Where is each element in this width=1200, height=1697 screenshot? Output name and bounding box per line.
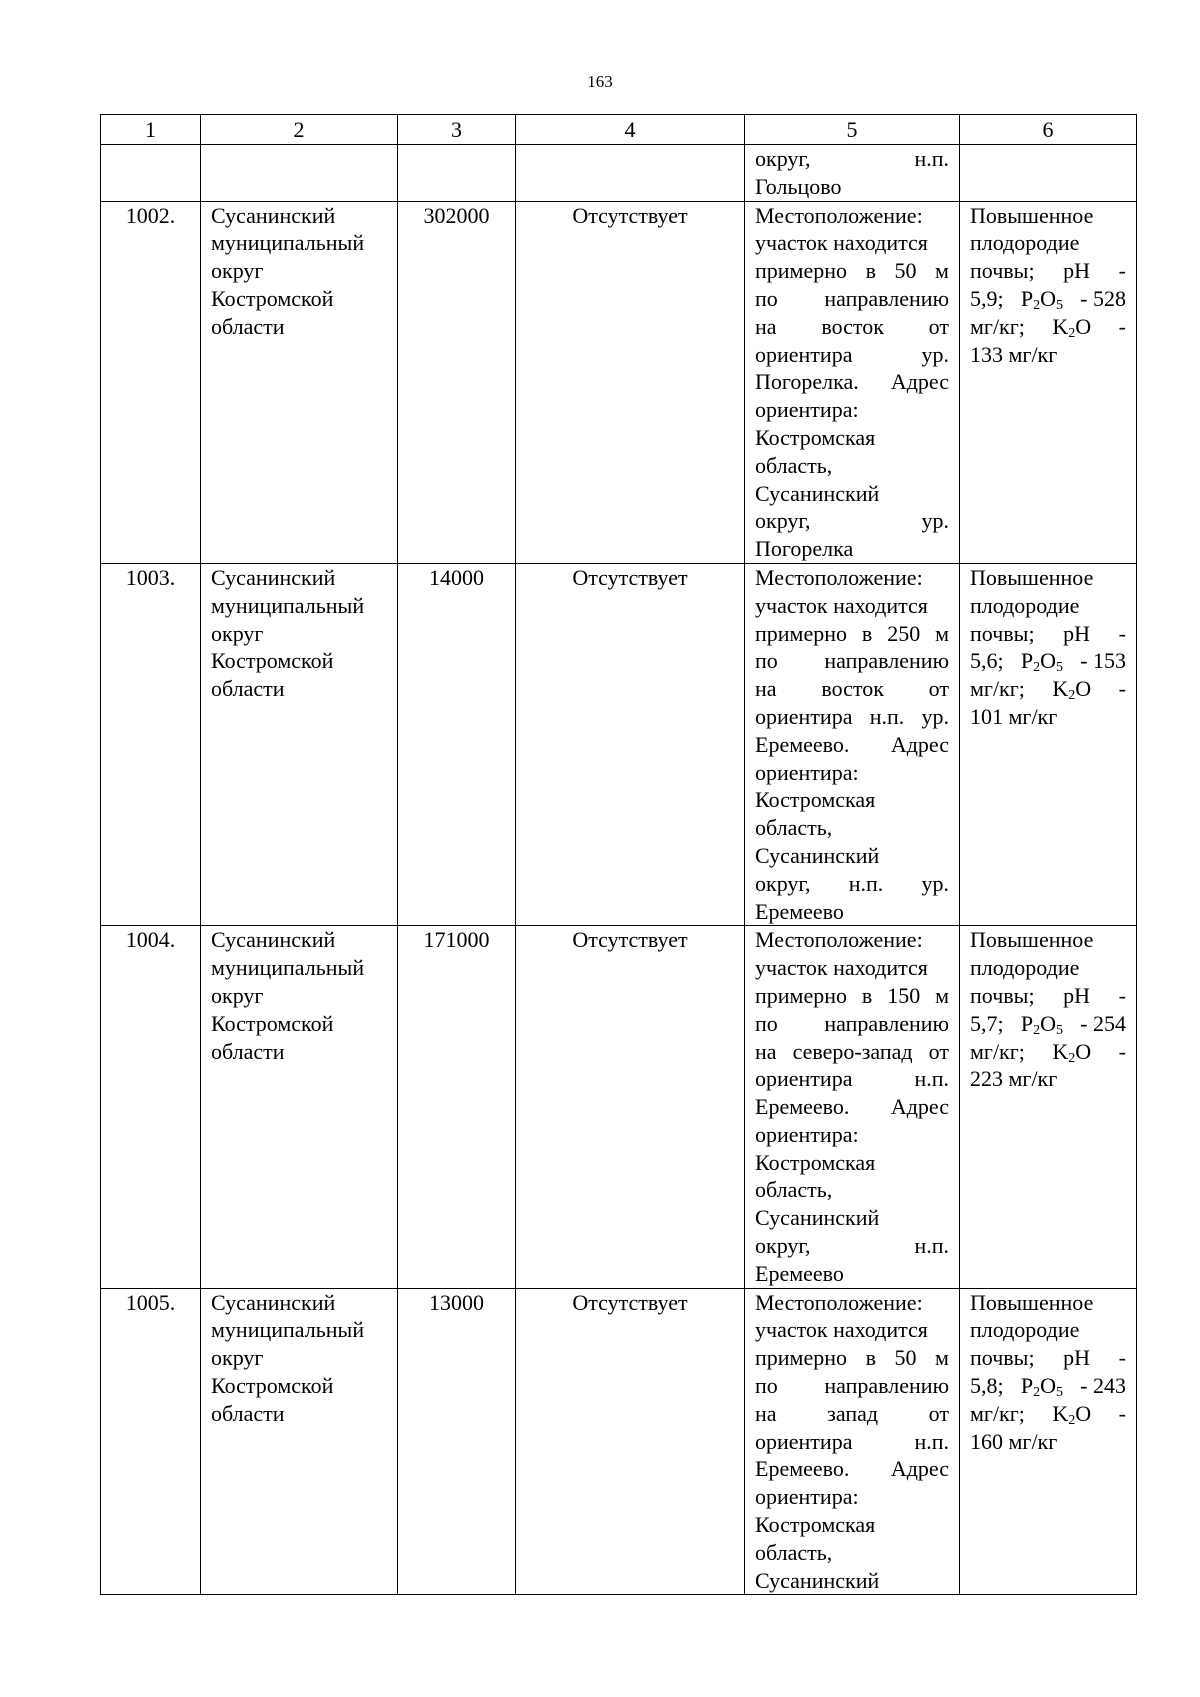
table-row <box>101 926 1137 1288</box>
cell-location <box>745 1288 960 1595</box>
location-word: округ, <box>755 1233 811 1259</box>
soil-line: Повышенное <box>970 564 1094 590</box>
location-word: Сусанинский <box>755 1567 880 1593</box>
location-word: ориентира <box>755 1428 853 1454</box>
soil-line: Повышенное <box>970 927 1094 953</box>
location-word: округ, <box>755 146 811 171</box>
location-line <box>755 1232 949 1260</box>
location-word: по <box>755 648 778 674</box>
soil-word: почвы; <box>970 620 1035 646</box>
location-word: на <box>755 1400 777 1426</box>
location-line <box>755 1539 949 1567</box>
k2o-formula: $K_2O$ <box>1052 313 1092 341</box>
location-line <box>755 202 949 230</box>
soil-line <box>970 647 1126 675</box>
soil-word: - <box>1118 1038 1126 1064</box>
location-word: Погорелка <box>755 536 854 562</box>
location-word: в <box>865 258 876 284</box>
location-word: участок находится <box>755 1317 928 1343</box>
p2o5-formula: $P_2O_5$ <box>1020 1373 1063 1401</box>
location-word: Костромская <box>755 424 876 450</box>
location-word: н.п. <box>914 1428 949 1454</box>
district-line: Костромской <box>211 1373 334 1399</box>
location-word: примерно <box>755 982 848 1008</box>
soil-line <box>970 1038 1126 1066</box>
location-word: н.п. <box>869 703 905 729</box>
soil-line: 101 мг/кг <box>970 703 1058 729</box>
location-word: от <box>928 1400 949 1426</box>
table-body <box>101 145 1137 1595</box>
soil-line: плодородие <box>970 592 1080 618</box>
cell-column-4: Отсутствует <box>516 563 745 925</box>
p2o5-formula: $P_2O_5$ <box>1020 1010 1063 1038</box>
location-word: направлению <box>824 1010 949 1036</box>
location-line <box>755 1204 949 1232</box>
location-line: Гольцово <box>755 173 842 199</box>
location-line <box>755 452 949 480</box>
location-word: Еремеево <box>755 898 844 924</box>
district-line: муниципальный <box>211 1317 365 1343</box>
cell-district <box>201 926 398 1288</box>
location-word: округ, <box>755 508 811 534</box>
location-line <box>755 229 949 257</box>
cell-area: 13000 <box>398 1288 516 1595</box>
column-header: 4 <box>516 115 745 145</box>
location-word: ориентира: <box>755 1484 859 1510</box>
district-line: Сусанинский <box>211 202 336 228</box>
soil-word: pH <box>1063 982 1091 1008</box>
soil-line <box>970 285 1126 313</box>
location-line <box>755 675 949 703</box>
cell-number: 1002. <box>101 201 201 563</box>
table-row <box>101 1288 1137 1595</box>
column-header: 2 <box>201 115 398 145</box>
location-word: ориентира <box>755 341 853 367</box>
district-line: округ <box>211 258 264 284</box>
location-word: область, <box>755 1177 833 1203</box>
location-word: примерно <box>755 1345 848 1371</box>
district-line: области <box>211 676 285 702</box>
location-word: Местоположение: <box>755 1289 923 1315</box>
location-word: 250 <box>887 620 921 646</box>
soil-word: мг/кг; <box>970 676 1025 702</box>
soil-line <box>970 313 1126 341</box>
soil-line: 223 мг/кг <box>970 1066 1058 1092</box>
cell-soil <box>960 563 1137 925</box>
location-line <box>755 1511 949 1539</box>
location-word: м <box>935 258 949 284</box>
soil-word: 5,7; <box>970 1010 1004 1036</box>
land-plots-table <box>100 114 1137 1595</box>
location-word: участок находится <box>755 230 928 256</box>
cell-number <box>101 145 201 202</box>
soil-word: почвы; <box>970 982 1035 1008</box>
location-word: Местоположение: <box>755 927 923 953</box>
column-header: 3 <box>398 115 516 145</box>
location-word: м <box>935 1345 949 1371</box>
location-word: запад <box>827 1400 879 1426</box>
cell-district <box>201 1288 398 1595</box>
soil-word: - 243 <box>1080 1373 1126 1399</box>
soil-word: - <box>1118 313 1126 339</box>
page-number: 163 <box>587 72 613 91</box>
location-word: Костромская <box>755 787 876 813</box>
p2o5-formula: $P_2O_5$ <box>1020 285 1063 313</box>
soil-word: мг/кг; <box>970 313 1025 339</box>
location-line <box>755 1400 949 1428</box>
location-word: ур. <box>921 703 949 729</box>
location-word: направлению <box>824 648 949 674</box>
location-line <box>755 285 949 313</box>
cell-district <box>201 145 398 202</box>
location-line <box>755 759 949 787</box>
soil-word: 5,9; <box>970 285 1004 311</box>
cell-location <box>745 201 960 563</box>
cell-soil <box>960 201 1137 563</box>
cell-number: 1003. <box>101 563 201 925</box>
location-word: Еремеево. <box>755 731 850 757</box>
location-word: ориентира: <box>755 397 859 423</box>
soil-word: - 528 <box>1080 285 1126 311</box>
cell-location <box>745 145 960 202</box>
cell-location <box>745 563 960 925</box>
location-word: участок находится <box>755 955 928 981</box>
soil-line <box>970 675 1126 703</box>
soil-word: pH <box>1063 620 1091 646</box>
location-word: Сусанинский <box>755 842 880 868</box>
location-word: по <box>755 1010 778 1036</box>
location-line <box>755 368 949 396</box>
cell-column-4: Отсутствует <box>516 1288 745 1595</box>
k2o-formula: $K_2O$ <box>1052 1038 1092 1066</box>
table-row <box>101 201 1137 563</box>
soil-line <box>970 1372 1126 1400</box>
location-word: ориентира: <box>755 759 859 785</box>
location-word: 50 <box>894 258 917 284</box>
location-line <box>755 1455 949 1483</box>
soil-line: плодородие <box>970 1317 1080 1343</box>
cell-number: 1005. <box>101 1288 201 1595</box>
location-word: в <box>865 1345 876 1371</box>
location-line <box>755 396 949 424</box>
location-line <box>755 592 949 620</box>
location-word: ур. <box>921 870 949 896</box>
location-word: направлению <box>824 285 949 311</box>
location-word: ориентира <box>755 703 853 729</box>
location-line <box>755 786 949 814</box>
soil-line <box>970 620 1126 648</box>
table-row-carry-over <box>101 145 1137 202</box>
soil-word: pH <box>1063 258 1091 284</box>
location-word: м <box>935 982 949 1008</box>
cell-district <box>201 201 398 563</box>
soil-line: Повышенное <box>970 1289 1094 1315</box>
location-word: ориентира: <box>755 1121 859 1147</box>
location-word: Адрес <box>890 369 949 395</box>
district-line: Сусанинский <box>211 927 336 953</box>
soil-word: - 254 <box>1080 1010 1126 1036</box>
location-line <box>755 564 949 592</box>
location-word: примерно <box>755 258 848 284</box>
location-word: н.п. <box>848 870 884 896</box>
location-line <box>755 870 949 898</box>
location-word: область, <box>755 452 833 478</box>
location-line <box>755 424 949 452</box>
table-header <box>101 115 1137 145</box>
location-word: по <box>755 285 778 311</box>
cell-soil <box>960 926 1137 1288</box>
location-line <box>755 535 949 563</box>
location-word: Еремеево <box>755 1260 844 1286</box>
location-line <box>755 926 949 954</box>
location-word: Адрес <box>890 1456 949 1482</box>
soil-line: 160 мг/кг <box>970 1428 1058 1454</box>
location-line <box>755 1065 949 1093</box>
location-line <box>755 480 949 508</box>
location-line <box>755 1372 949 1400</box>
location-line <box>755 1483 949 1511</box>
location-word: по <box>755 1373 778 1399</box>
location-word: от <box>928 676 949 702</box>
location-line <box>755 145 949 173</box>
cell-area <box>398 145 516 202</box>
location-word: 50 <box>894 1345 917 1371</box>
district-line: округ <box>211 620 264 646</box>
location-word: Костромская <box>755 1149 876 1175</box>
column-header: 1 <box>101 115 201 145</box>
district-line: Костромской <box>211 648 334 674</box>
location-word: восток <box>821 676 884 702</box>
location-line <box>755 257 949 285</box>
location-line <box>755 620 949 648</box>
location-line <box>755 1260 949 1288</box>
location-line <box>755 814 949 842</box>
cell-area: 14000 <box>398 563 516 925</box>
soil-word: pH <box>1063 1345 1091 1371</box>
location-word: участок находится <box>755 592 928 618</box>
location-word: Погорелка. <box>755 369 859 395</box>
soil-line <box>970 982 1126 1010</box>
soil-word: - <box>1118 1400 1126 1426</box>
location-line <box>755 313 949 341</box>
location-word: в <box>861 620 873 646</box>
soil-word: почвы; <box>970 1345 1035 1371</box>
soil-line: Повышенное <box>970 202 1094 228</box>
district-line: Костромской <box>211 1010 334 1036</box>
location-line <box>755 1149 949 1177</box>
location-line <box>755 1176 949 1204</box>
location-line <box>755 1289 949 1317</box>
location-line <box>755 507 949 535</box>
soil-line <box>970 257 1126 285</box>
cell-area: 171000 <box>398 926 516 1288</box>
location-line <box>755 1121 949 1149</box>
district-line: муниципальный <box>211 955 365 981</box>
soil-line: 133 мг/кг <box>970 341 1058 367</box>
location-line <box>755 1093 949 1121</box>
soil-line <box>970 1400 1126 1428</box>
soil-word: - <box>1118 620 1126 646</box>
district-line: Сусанинский <box>211 1289 336 1315</box>
soil-word: - <box>1118 676 1126 702</box>
location-word: примерно <box>755 620 848 646</box>
location-word: Адрес <box>890 731 949 757</box>
location-word: Местоположение: <box>755 564 923 590</box>
location-word: на <box>755 1038 777 1064</box>
soil-line <box>970 1344 1126 1372</box>
location-line <box>755 954 949 982</box>
cell-number: 1004. <box>101 926 201 1288</box>
location-word: н.п. <box>914 146 949 171</box>
district-line: округ <box>211 1345 264 1371</box>
location-line <box>755 982 949 1010</box>
location-word: Еремеево. <box>755 1456 850 1482</box>
location-line <box>755 1316 949 1344</box>
location-word: область, <box>755 815 833 841</box>
location-word: северо-запад <box>792 1038 913 1064</box>
table-row <box>101 563 1137 925</box>
cell-district <box>201 563 398 925</box>
location-word: Костромская <box>755 1512 876 1538</box>
location-word: н.п. <box>914 1066 949 1092</box>
location-word: Местоположение: <box>755 202 923 228</box>
location-word: ориентира <box>755 1066 853 1092</box>
location-word: Адрес <box>890 1094 949 1120</box>
soil-word: мг/кг; <box>970 1400 1025 1426</box>
location-word: на <box>755 313 777 339</box>
soil-word: - <box>1118 1345 1126 1371</box>
district-line: области <box>211 313 285 339</box>
location-line <box>755 842 949 870</box>
location-line <box>755 647 949 675</box>
location-word: н.п. <box>914 1233 949 1259</box>
location-line <box>755 341 949 369</box>
soil-word: - <box>1118 258 1126 284</box>
location-word: восток <box>821 313 884 339</box>
district-line: области <box>211 1038 285 1064</box>
location-word: от <box>928 1038 949 1064</box>
location-word: 150 <box>887 982 921 1008</box>
cell-column-4: Отсутствует <box>516 201 745 563</box>
location-word: округ, <box>755 870 811 896</box>
cell-soil <box>960 1288 1137 1595</box>
k2o-formula: $K_2O$ <box>1052 676 1092 704</box>
soil-word: - <box>1118 982 1126 1008</box>
location-word: направлению <box>824 1373 949 1399</box>
location-word: Сусанинский <box>755 480 880 506</box>
soil-word: - 153 <box>1080 648 1126 674</box>
district-line: области <box>211 1400 285 1426</box>
location-word: от <box>928 313 949 339</box>
location-word: область, <box>755 1539 833 1565</box>
column-header: 6 <box>960 115 1137 145</box>
soil-word: мг/кг; <box>970 1038 1025 1064</box>
location-line <box>755 703 949 731</box>
soil-line: плодородие <box>970 955 1080 981</box>
location-word: Еремеево. <box>755 1094 850 1120</box>
soil-line: плодородие <box>970 230 1080 256</box>
district-line: муниципальный <box>211 230 365 256</box>
location-word: в <box>861 982 873 1008</box>
soil-line <box>970 1010 1126 1038</box>
cell-column-4 <box>516 145 745 202</box>
district-line: округ <box>211 982 264 1008</box>
district-line: Костромской <box>211 285 334 311</box>
soil-word: 5,8; <box>970 1373 1004 1399</box>
location-word: ур. <box>921 508 949 534</box>
location-line <box>755 1038 949 1066</box>
location-line <box>755 1344 949 1372</box>
district-line: Сусанинский <box>211 564 336 590</box>
column-header: 5 <box>745 115 960 145</box>
cell-column-4: Отсутствует <box>516 926 745 1288</box>
location-word: м <box>935 620 949 646</box>
cell-area: 302000 <box>398 201 516 563</box>
location-line <box>755 1010 949 1038</box>
soil-word: 5,6; <box>970 648 1004 674</box>
soil-word: почвы; <box>970 258 1035 284</box>
p2o5-formula: $P_2O_5$ <box>1020 648 1063 676</box>
location-line <box>755 731 949 759</box>
location-line <box>755 1428 949 1456</box>
location-line <box>755 898 949 926</box>
location-word: ур. <box>921 341 949 367</box>
location-word: на <box>755 676 777 702</box>
location-word: Сусанинский <box>755 1205 880 1231</box>
k2o-formula: $K_2O$ <box>1052 1400 1092 1428</box>
cell-location <box>745 926 960 1288</box>
location-line <box>755 1567 949 1595</box>
cell-soil <box>960 145 1137 202</box>
district-line: муниципальный <box>211 592 365 618</box>
